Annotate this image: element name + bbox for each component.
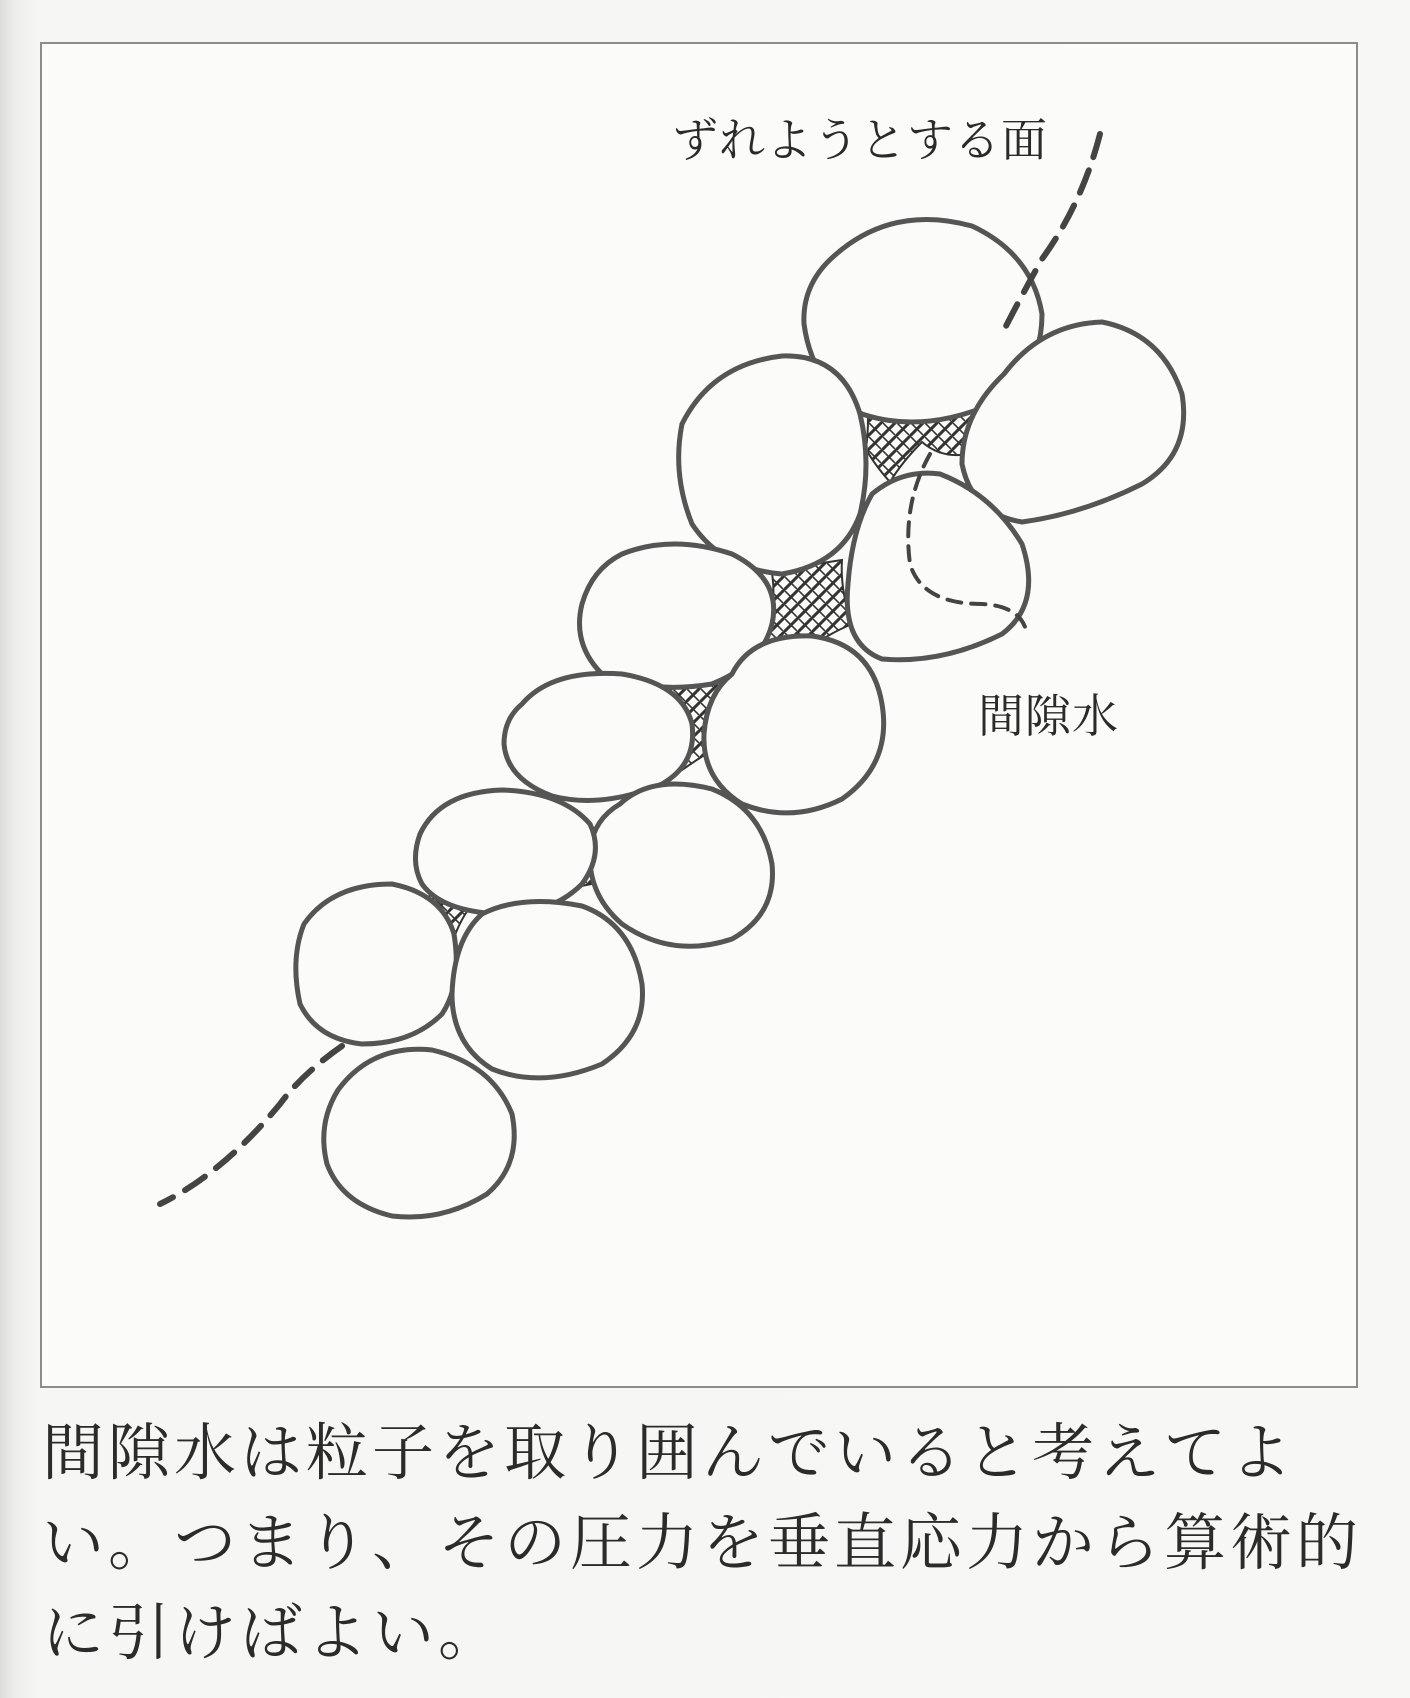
soil-particle-diagram [42,44,1356,1386]
slip-plane-label: ずれようとする面 [672,113,1048,167]
caption-line: に引けばよい。 [42,1596,505,1669]
soil-particle [452,902,643,1078]
soil-particle [590,784,773,946]
caption-line: 間隙水は粒子を取り囲んでいると考えてよ [42,1416,1297,1489]
caption-line: い。つまり、その圧力を垂直応力から算術的 [42,1506,1363,1579]
soil-particle [324,1049,514,1217]
figure-frame [40,42,1358,1388]
caption [42,1408,1362,1678]
soil-particle [415,790,595,914]
pore-water-label: 間隙水 [978,689,1119,743]
soil-particle [504,673,693,800]
soil-particle [679,356,866,574]
soil-particle [296,884,456,1044]
